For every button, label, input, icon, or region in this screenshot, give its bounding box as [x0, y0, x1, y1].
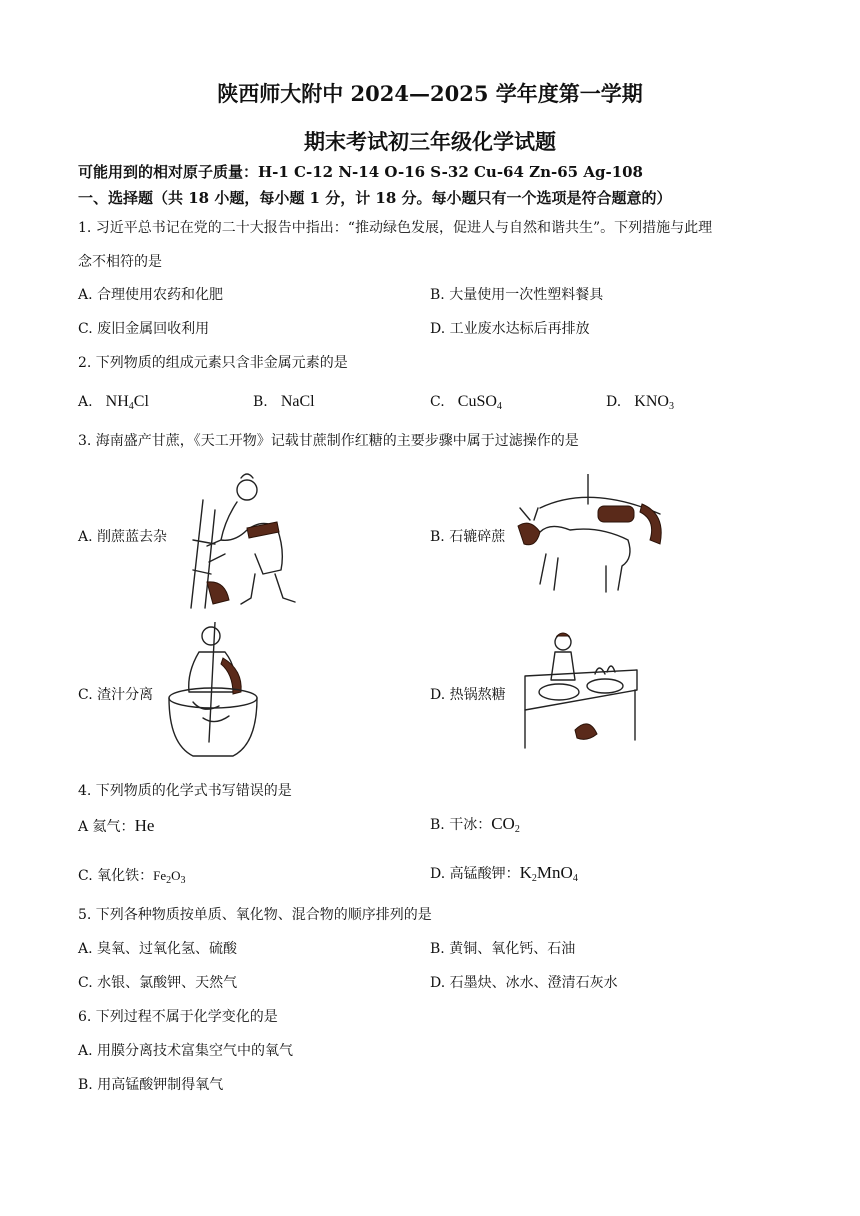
q6-stem: 6. 下列过程不属于化学变化的是	[78, 1009, 278, 1025]
q3-option-d[interactable]: D. 热锅熬糖	[430, 687, 506, 703]
q4-formula-b: $CO_2$	[491, 814, 520, 835]
q5-stem: 5. 下列各种物质按单质、氧化物、混合物的顺序排列的是	[78, 907, 432, 923]
q4-option-label-c: C. 氧化铁：	[78, 868, 154, 884]
q5-option-c[interactable]: C. 水银、氯酸钾、天然气	[78, 975, 238, 991]
q2-option-a[interactable]	[78, 391, 149, 412]
juice-separation-illustration	[163, 622, 263, 762]
exam-title-line2: 期末考试初三年级化学试题	[304, 129, 556, 154]
q4-option-a[interactable]	[78, 816, 154, 837]
section-header: 一、选择题（共 18 小题，每小题 1 分，计 18 分。每小题只有一个选项是符合题意的）	[78, 189, 672, 207]
q2-option-letter: B.	[253, 394, 268, 410]
q2-formula-a: $NH_4Cl$	[105, 393, 149, 412]
q5-option-b[interactable]: B. 黄铜、氧化钙、石油	[430, 941, 576, 957]
q6-option-a[interactable]: A. 用膜分离技术富集空气中的氧气	[78, 1043, 294, 1059]
q3-option-b[interactable]: B. 石辘碎蔗	[430, 529, 506, 545]
q2-option-letter: C.	[430, 394, 445, 410]
q2-formula-c: CuSO$_4$	[457, 393, 502, 412]
boiling-sugar-illustration	[515, 630, 640, 750]
q2-option-d[interactable]	[606, 391, 674, 412]
q4-formula-a: He	[134, 816, 155, 835]
q4-option-c[interactable]	[78, 865, 186, 886]
q4-formula-c: $Fe_2O_3$	[153, 868, 186, 886]
exam-title-line1: 陕西师大附中 2024—2025 学年度第一学期	[217, 81, 643, 106]
q4-option-b[interactable]	[430, 814, 520, 835]
q4-option-label-a: A 氦气：	[78, 819, 135, 835]
q5-option-a[interactable]: A. 臭氧、过氧化氢、硫酸	[78, 941, 238, 957]
stone-roller-ox-illustration	[510, 474, 670, 604]
q2-option-b[interactable]	[253, 391, 315, 412]
q2-option-letter: A.	[78, 394, 93, 410]
q4-stem: 4. 下列物质的化学式书写错误的是	[78, 783, 292, 799]
q1-option-a[interactable]: A. 合理使用农药和化肥	[78, 287, 224, 303]
q3-option-a[interactable]: A. 削蔗蓝去杂	[78, 529, 168, 545]
q2-option-c[interactable]	[430, 391, 502, 412]
q4-option-d[interactable]	[430, 863, 578, 884]
q1-option-d[interactable]: D. 工业废水达标后再排放	[430, 321, 590, 337]
q1-stem-line1: 1. 习近平总书记在党的二十大报告中指出：“推动绿色发展，促进人与自然和谐共生”。下列措施与此理	[78, 220, 713, 236]
sugarcane-peeling-illustration	[185, 470, 310, 610]
q4-option-label-d: D. 高锰酸钾：	[430, 866, 520, 882]
q3-option-c[interactable]: C. 渣汁分离	[78, 687, 154, 703]
q4-option-label-b: B. 干冰：	[430, 817, 492, 833]
q4-formula-d: $K_2MnO_4$	[519, 863, 578, 884]
q2-formula-b: NaCl	[280, 393, 315, 410]
q1-option-b[interactable]: B. 大量使用一次性塑料餐具	[430, 287, 604, 303]
q2-formula-d: $KNO_3$	[634, 393, 674, 412]
q2-stem: 2. 下列物质的组成元素只含非金属元素的是	[78, 355, 348, 371]
q1-stem-line2: 念不相符的是	[78, 254, 162, 270]
atomic-masses: 可能用到的相对原子质量：H-1 C-12 N-14 O-16 S-32 Cu-64 Zn-65 Ag-108	[78, 163, 643, 181]
q2-option-letter: D.	[606, 394, 622, 410]
q6-option-b[interactable]: B. 用高锰酸钾制得氧气	[78, 1077, 224, 1093]
q3-stem: 3. 海南盛产甘蔗，《天工开物》记载甘蔗制作红糖的主要步骤中属于过滤操作的是	[78, 433, 579, 449]
q5-option-d[interactable]: D. 石墨炔、冰水、澄清石灰水	[430, 975, 618, 991]
q1-option-c[interactable]: C. 废旧金属回收利用	[78, 321, 210, 337]
